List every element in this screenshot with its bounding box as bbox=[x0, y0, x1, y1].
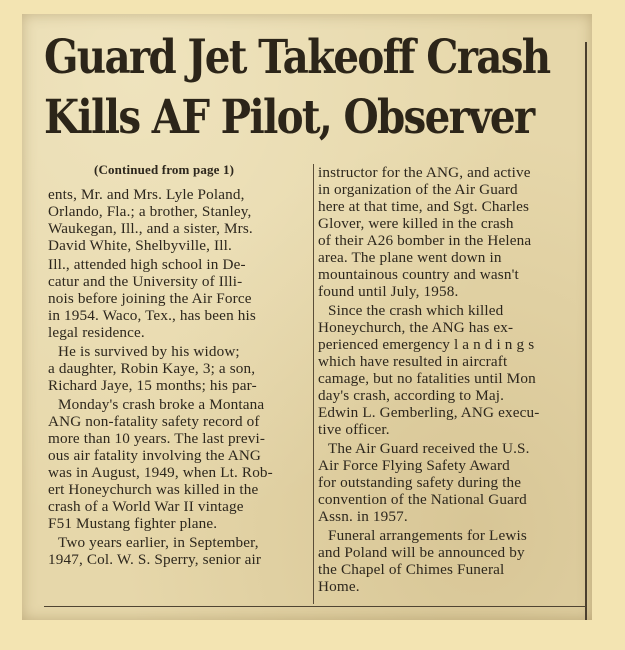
text-line: here at that time, and Sgt. Charles bbox=[318, 198, 530, 215]
text-line: for outstanding safety during the bbox=[318, 474, 522, 491]
text-line: tive officer. bbox=[318, 421, 390, 438]
text-line: Home. bbox=[318, 578, 360, 595]
text-line: 1947, Col. W. S. Sperry, senior air bbox=[48, 551, 262, 568]
text-line: mountainous country and wasn't bbox=[318, 266, 519, 283]
text-line: nois before joining the Air Force bbox=[48, 290, 252, 307]
cut-off-text-shapes bbox=[48, 618, 348, 620]
text-line: which have resulted in aircraft bbox=[318, 353, 508, 370]
text-line: in organization of the Air Guard bbox=[318, 181, 518, 198]
text-line: Monday's crash broke a Montana bbox=[58, 396, 265, 413]
text-line: Air Force Flying Safety Award bbox=[318, 457, 510, 474]
text-line: Orlando, Fla.; a brother, Stanley, bbox=[48, 203, 252, 220]
text-line: ANG non-fatality safety record of bbox=[48, 413, 260, 430]
left-column bbox=[48, 162, 330, 568]
text-line: ous air fatality involving the ANG bbox=[48, 447, 262, 464]
text-line: convention of the National Guard bbox=[318, 491, 527, 508]
text-line: Honeychurch, the ANG has ex- bbox=[318, 319, 514, 336]
right-column bbox=[318, 164, 580, 595]
text-line: was in August, 1949, when Lt. Rob- bbox=[48, 464, 273, 481]
bottom-rule bbox=[44, 606, 586, 607]
continued-note: (Continued from page 1) bbox=[94, 162, 235, 177]
text-line: Ill., attended high school in De- bbox=[48, 256, 246, 273]
text-line: camage, but no fatalities until Mon bbox=[318, 370, 536, 387]
text-line: of their A26 bomber in the Helena bbox=[318, 232, 532, 249]
text-line: The Air Guard received the U.S. bbox=[328, 440, 530, 457]
headline-line-1: Guard Jet Takeoff Crash bbox=[44, 30, 550, 85]
text-line: found until July, 1958. bbox=[318, 283, 459, 300]
text-line: in 1954. Waco, Tex., has been his bbox=[48, 307, 256, 324]
text-line: day's crash, according to Maj. bbox=[318, 387, 505, 404]
text-line: Edwin L. Gemberling, ANG execu- bbox=[318, 404, 540, 421]
text-line: more than 10 years. The last previ- bbox=[48, 430, 266, 447]
text-line: F51 Mustang fighter plane. bbox=[48, 515, 218, 532]
text-line: crash of a World War II vintage bbox=[48, 498, 244, 515]
text-line: instructor for the ANG, and active bbox=[318, 164, 531, 181]
text-line: Glover, were killed in the crash bbox=[318, 215, 514, 232]
text-line: ert Honeychurch was killed in the bbox=[48, 481, 259, 498]
text-line: a daughter, Robin Kaye, 3; a son, bbox=[48, 360, 256, 377]
cut-off-headline-fragment bbox=[48, 610, 348, 620]
right-column-rule bbox=[585, 42, 587, 620]
text-line: David White, Shelbyville, Ill. bbox=[48, 237, 232, 254]
text-line: Assn. in 1957. bbox=[318, 508, 408, 525]
text-line: He is survived by his widow; bbox=[58, 343, 240, 360]
text-line: and Poland will be announced by bbox=[318, 544, 525, 561]
text-line: legal residence. bbox=[48, 324, 145, 341]
headline-line-2: Kills AF Pilot, Observer bbox=[44, 90, 534, 145]
text-line: Richard Jaye, 15 months; his par- bbox=[48, 377, 257, 394]
newspaper-clipping bbox=[22, 14, 592, 620]
text-line: Since the crash which killed bbox=[328, 302, 504, 319]
text-line: Two years earlier, in September, bbox=[58, 534, 259, 551]
text-line: the Chapel of Chimes Funeral bbox=[318, 561, 505, 578]
text-line: area. The plane went down in bbox=[318, 249, 502, 266]
text-line: catur and the University of Illi- bbox=[48, 273, 243, 290]
text-line: Waukegan, Ill., and a sister, Mrs. bbox=[48, 220, 253, 237]
headline bbox=[44, 28, 550, 148]
text-line: Funeral arrangements for Lewis bbox=[328, 527, 527, 544]
text-line: perienced emergency l a n d i n g s bbox=[318, 336, 535, 353]
text-line: ents, Mr. and Mrs. Lyle Poland, bbox=[48, 186, 245, 203]
